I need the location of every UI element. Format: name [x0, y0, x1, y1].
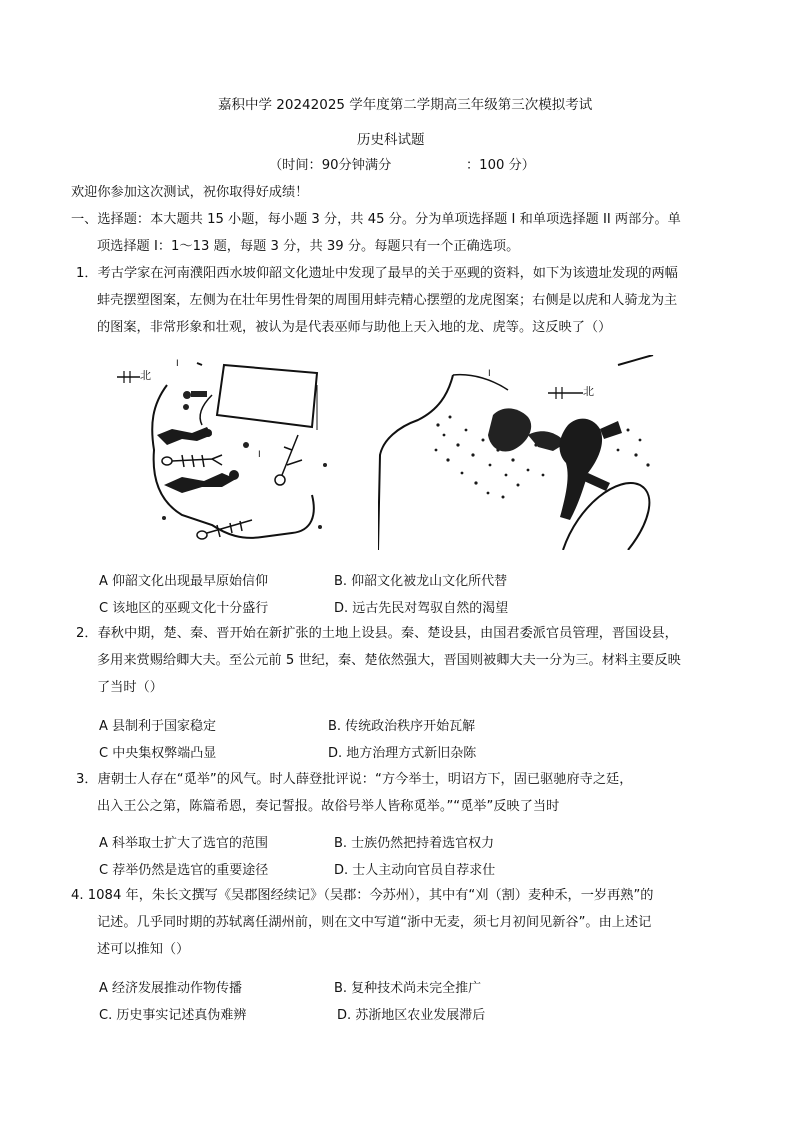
section-instruction-line1: 一、选择题：本大题共 15 小题，每小题 3 分，共 45 分。分为单项选择题 I 和单项选择题 II 两部分。单: [71, 212, 681, 227]
q2-line1: 2．春秋中期，楚、秦、晋开始在新扩张的土地上设县。秦、楚设县，由国君委派官员管理，晋国设县，: [76, 626, 678, 641]
q4-option-a[interactable]: A 经济发展推动作物传播: [99, 981, 243, 996]
q1-figure-right: [378, 355, 678, 550]
q4-line3: 述可以推知（）: [97, 942, 190, 957]
q1-option-a[interactable]: A 仰韶文化出现最早原始信仰: [99, 574, 269, 589]
q3-line2: 出入王公之第，陈篇希恩，奏记誓报。故俗号举人皆称觅举。”“觅举”反映了当时: [97, 799, 560, 814]
q3-option-a[interactable]: A 科举取士扩大了选官的范围: [99, 836, 269, 851]
q1-option-c[interactable]: C 该地区的巫觋文化十分盛行: [99, 601, 269, 616]
time-info-right: ：100 分）: [466, 158, 535, 173]
left-roman-label-2: I: [258, 450, 261, 460]
q3-line1: 3．唐朝士人存在“觅举”的风气。时人薛登批评说：“方今举士，明诏方下，固已驱驰府寺之廷，: [76, 772, 633, 787]
q4-option-c[interactable]: C. 历史事实记述真伪难辨: [99, 1008, 247, 1023]
q1-option-d[interactable]: D. 远古先民对驾驭自然的渴望: [334, 601, 509, 616]
q1-line1: 1．考古学家在河南濮阳西水坡仰韶文化遗址中发现了最早的关于巫觋的资料，如下为该遗址发现的两幅: [76, 266, 678, 281]
q2-line3: 了当时（）: [97, 680, 163, 695]
q3-option-d[interactable]: D. 士人主动向官员自荐求仕: [334, 863, 496, 878]
q1-line2: 蚌壳摆塑图案，左侧为在壮年男性骨架的周围用蚌壳精心摆塑的龙虎图案；右侧是以虎和人骑龙为主: [97, 293, 678, 308]
q4-line1: 4. 1084 年，朱长文撰写《吴郡图经续记》（吴郡：今苏州），其中有“刈（割）麦种禾，一岁再熟”的: [71, 888, 654, 903]
q2-option-a[interactable]: A 县制利于国家稳定: [99, 719, 217, 734]
time-info-left: （时间：90分钟满分: [269, 158, 392, 173]
q2-option-d[interactable]: D. 地方治理方式新旧杂陈: [328, 746, 477, 761]
q1-line3: 的图案，非常形象和壮观，被认为是代表巫师与助他上天入地的龙、虎等。这反映了（）: [97, 320, 612, 335]
q2-line2: 多用来赏赐给卿大夫。至公元前 5 世纪，秦、楚依然强大，晋国则被卿大夫一分为三。材料主要反映: [97, 653, 681, 668]
left-roman-label-1: I: [176, 359, 179, 369]
subject-title: 历史科试题: [357, 132, 425, 148]
left-north-label: 北: [140, 369, 151, 382]
section-instruction-line2: 项选择题 I：1～13 题，每题 3 分，共 39 分。每题只有一个正确选项。: [97, 239, 520, 254]
q2-option-b[interactable]: B. 传统政治秩序开始瓦解: [328, 719, 476, 734]
right-roman-label-1: I: [488, 369, 491, 379]
q4-option-d[interactable]: D. 苏浙地区农业发展滞后: [337, 1008, 486, 1023]
greeting: 欢迎你参加这次测试，祝你取得好成绩！: [71, 185, 309, 200]
q4-option-b[interactable]: B. 复种技术尚未完全推广: [334, 981, 482, 996]
q3-option-c[interactable]: C 荐举仍然是选官的重要途径: [99, 863, 269, 878]
exam-title: 嘉积中学 20242025 学年度第二学期高三年级第三次模拟考试: [218, 97, 593, 113]
q4-line2: 记述。几乎同时期的苏轼离任湖州前，则在文中写道“浙中无麦，须七月初间见新谷”。由上述记: [97, 915, 652, 930]
q3-option-b[interactable]: B. 士族仍然把持着选官权力: [334, 836, 495, 851]
right-north-label: 北: [583, 385, 594, 398]
q2-option-c[interactable]: C 中央集权弊端凸显: [99, 746, 217, 761]
q1-option-b[interactable]: B. 仰韶文化被龙山文化所代替: [334, 574, 508, 589]
q1-figure-left: [112, 355, 337, 550]
